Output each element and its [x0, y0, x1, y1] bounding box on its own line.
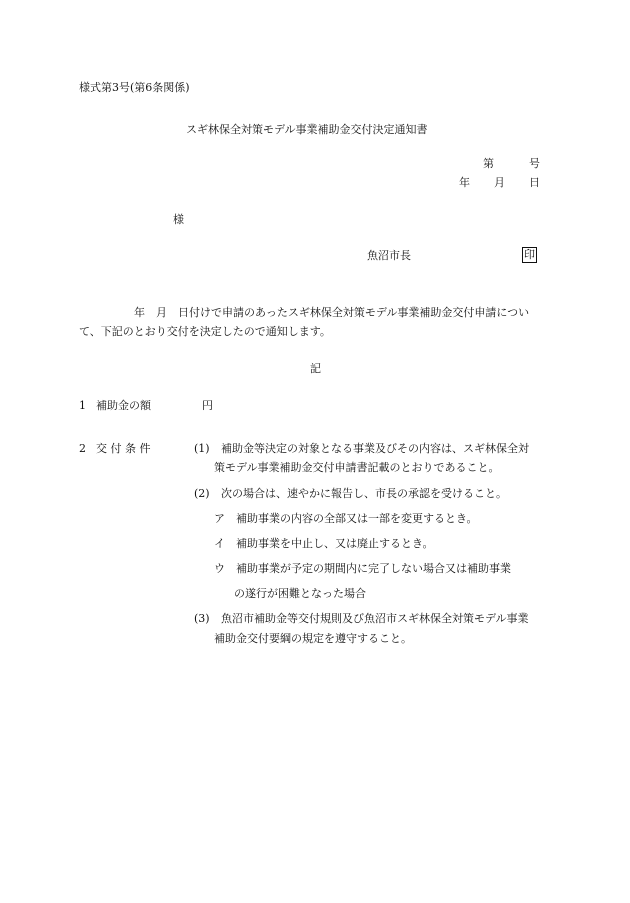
sub-item-i-marker: イ	[214, 537, 225, 550]
sub-item-u-marker: ウ	[214, 562, 225, 575]
seal-label: 印	[524, 248, 535, 261]
issuer-name: 魚沼市長	[367, 249, 411, 262]
ki-heading: 記	[310, 362, 321, 375]
sub-item-a-text: 補助事業の内容の全部又は一部を変更するとき。	[236, 512, 478, 525]
date-year: 年	[459, 176, 470, 189]
addressee-suffix: 様	[173, 213, 184, 226]
sub-item-i-text: 補助事業を中止し、又は廃止するとき。	[236, 537, 434, 550]
date-month: 月	[494, 176, 505, 189]
condition1-line-2: 策モデル事業補助金交付申請書記載のとおりであること。	[214, 461, 500, 474]
condition3-line-2: 補助金交付要綱の規定を遵守すること。	[214, 632, 412, 645]
form-label: 様式第3号(第6条関係)	[79, 81, 190, 94]
body-text-line-1: 年 月 日付けで申請のあったスギ林保全対策モデル事業補助金交付申請につい	[79, 306, 530, 319]
section2-label: 交 付 条 件	[96, 442, 151, 455]
section1-label: 補助金の額	[96, 399, 151, 412]
sub-item-u-line-1: 補助事業が予定の期間内に完了しない場合又は補助事業	[236, 562, 511, 575]
seal-mark	[522, 247, 537, 263]
body-text-line-2: て、下記のとおり交付を決定したので通知します。	[79, 325, 331, 338]
sub-item-a-marker: ア	[214, 512, 225, 525]
date-day: 日	[529, 176, 540, 189]
condition3-marker: (3)	[194, 612, 210, 625]
condition2-text: 次の場合は、速やかに報告し、市長の承認を受けること。	[221, 487, 507, 500]
number-suffix: 号	[529, 157, 540, 170]
section1-unit: 円	[202, 399, 213, 412]
section1-number: 1	[79, 399, 86, 412]
number-prefix: 第	[483, 157, 494, 170]
section2-number: 2	[79, 442, 86, 455]
condition2-marker: (2)	[194, 487, 210, 500]
condition3-line-1: 魚沼市補助金等交付規則及び魚沼市スギ林保全対策モデル事業	[221, 612, 529, 625]
document-title: スギ林保全対策モデル事業補助金交付決定通知書	[186, 123, 428, 136]
sub-item-u-line-2: の遂行が困難となった場合	[234, 587, 366, 600]
condition1-marker: (1)	[194, 442, 210, 455]
condition1-line-1: 補助金等決定の対象となる事業及びその内容は、スギ林保全対	[221, 442, 529, 455]
